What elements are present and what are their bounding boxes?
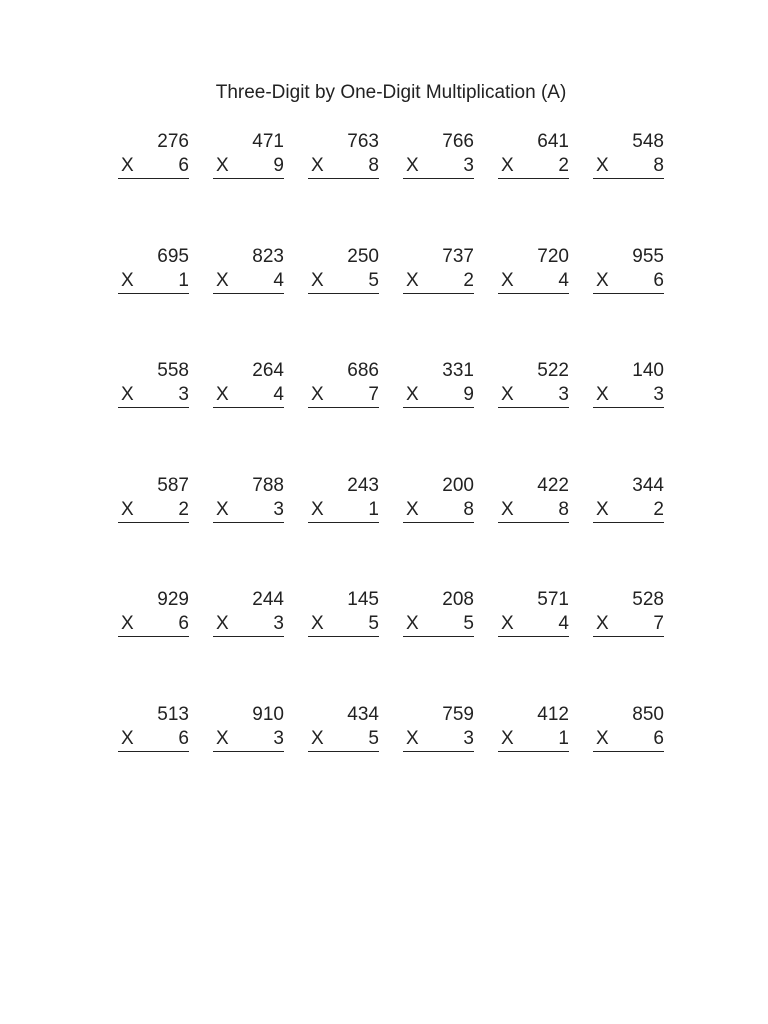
multiply-operator: X bbox=[121, 384, 134, 406]
multiply-operator: X bbox=[406, 498, 419, 520]
multiply-operator: X bbox=[121, 155, 134, 176]
multiplication-problem bbox=[403, 474, 474, 589]
multiplication-problem bbox=[213, 588, 284, 703]
multiplier: 3 bbox=[463, 155, 474, 176]
multiplier-line bbox=[213, 498, 284, 523]
multiplicand: 788 bbox=[252, 474, 284, 496]
multiplication-problem bbox=[403, 703, 474, 818]
multiplier-line bbox=[118, 498, 189, 523]
multiplier-line bbox=[308, 383, 379, 408]
multiply-operator: X bbox=[311, 269, 324, 291]
multiply-operator: X bbox=[216, 155, 229, 176]
multiply-operator: X bbox=[501, 384, 514, 406]
multiplier: 5 bbox=[368, 727, 379, 749]
multiplier-line bbox=[593, 612, 664, 637]
multiplication-problem bbox=[308, 703, 379, 818]
multiplier: 7 bbox=[368, 384, 379, 406]
multiplier: 5 bbox=[463, 613, 474, 635]
multiplier: 3 bbox=[653, 384, 664, 406]
multiplier-line bbox=[403, 383, 474, 408]
multiplier-line bbox=[498, 612, 569, 637]
multiplicand: 264 bbox=[252, 360, 284, 382]
multiplier: 1 bbox=[368, 498, 379, 520]
multiplier-line bbox=[118, 154, 189, 179]
multiplier: 7 bbox=[653, 613, 664, 635]
multiplier-line bbox=[308, 154, 379, 179]
multiply-operator: X bbox=[501, 727, 514, 749]
multiply-operator: X bbox=[121, 727, 134, 749]
multiplication-problem bbox=[593, 359, 664, 474]
multiplier: 3 bbox=[558, 384, 569, 406]
multiplicand: 250 bbox=[347, 245, 379, 267]
multiplier-line bbox=[213, 383, 284, 408]
multiplier-line bbox=[593, 498, 664, 523]
multiplier-line bbox=[498, 154, 569, 179]
multiplier-line bbox=[213, 269, 284, 294]
multiplication-problem bbox=[498, 588, 569, 703]
multiplicand: 140 bbox=[632, 360, 664, 382]
multiplicand: 528 bbox=[632, 589, 664, 611]
multiplier: 4 bbox=[558, 613, 569, 635]
multiplication-problem bbox=[118, 359, 189, 474]
multiplicand: 331 bbox=[442, 360, 474, 382]
multiply-operator: X bbox=[216, 269, 229, 291]
multiplier-line bbox=[403, 269, 474, 294]
multiplier: 6 bbox=[653, 727, 664, 749]
multiplicand: 737 bbox=[442, 245, 474, 267]
multiplicand: 243 bbox=[347, 474, 379, 496]
multiplier-line bbox=[498, 383, 569, 408]
multiplier-line bbox=[593, 383, 664, 408]
multiplicand: 434 bbox=[347, 703, 379, 725]
problem-row bbox=[118, 703, 664, 818]
multiplicand: 759 bbox=[442, 703, 474, 725]
multiplicand: 695 bbox=[157, 245, 189, 267]
multiply-operator: X bbox=[121, 498, 134, 520]
multiplier: 6 bbox=[178, 727, 189, 749]
multiply-operator: X bbox=[311, 498, 324, 520]
multiplication-problem bbox=[213, 130, 284, 245]
multiplicand: 513 bbox=[157, 703, 189, 725]
multiplicand: 929 bbox=[157, 589, 189, 611]
multiplier-line bbox=[118, 269, 189, 294]
multiplicand: 522 bbox=[537, 360, 569, 382]
multiplier: 3 bbox=[463, 727, 474, 749]
multiplier-line bbox=[118, 727, 189, 752]
multiplier-line bbox=[308, 269, 379, 294]
multiplicand: 412 bbox=[537, 703, 569, 725]
multiplier-line bbox=[593, 727, 664, 752]
multiplicand: 910 bbox=[252, 703, 284, 725]
multiplicand: 422 bbox=[537, 474, 569, 496]
multiplier: 9 bbox=[463, 384, 474, 406]
multiplicand: 276 bbox=[157, 131, 189, 152]
multiply-operator: X bbox=[216, 613, 229, 635]
multiplication-problem bbox=[593, 703, 664, 818]
multiply-operator: X bbox=[406, 727, 419, 749]
multiplier-line bbox=[593, 269, 664, 294]
multiply-operator: X bbox=[596, 384, 609, 406]
multiply-operator: X bbox=[311, 613, 324, 635]
multiplication-problem bbox=[118, 588, 189, 703]
multiplication-problem bbox=[118, 130, 189, 245]
multiplication-problem bbox=[403, 130, 474, 245]
multiply-operator: X bbox=[216, 384, 229, 406]
multiplicand: 200 bbox=[442, 474, 474, 496]
multiplicand: 641 bbox=[537, 131, 569, 152]
multiplication-problem bbox=[118, 245, 189, 360]
multiplier-line bbox=[213, 154, 284, 179]
multiplication-problem bbox=[213, 474, 284, 589]
multiplicand: 763 bbox=[347, 131, 379, 152]
multiplicand: 850 bbox=[632, 703, 664, 725]
problem-row bbox=[118, 130, 664, 245]
multiplier: 9 bbox=[273, 155, 284, 176]
multiplicand: 244 bbox=[252, 589, 284, 611]
multiplication-problem bbox=[593, 130, 664, 245]
multiplier-line bbox=[593, 154, 664, 179]
multiplication-problem bbox=[308, 588, 379, 703]
multiplication-problem bbox=[498, 130, 569, 245]
multiply-operator: X bbox=[406, 384, 419, 406]
multiply-operator: X bbox=[311, 727, 324, 749]
multiplier: 6 bbox=[178, 613, 189, 635]
multiplier-line bbox=[403, 154, 474, 179]
multiplier: 5 bbox=[368, 269, 379, 291]
multiplication-problem bbox=[403, 359, 474, 474]
multiplicand: 587 bbox=[157, 474, 189, 496]
multiplicand: 571 bbox=[537, 589, 569, 611]
multiplication-problem bbox=[213, 359, 284, 474]
multiplier-line bbox=[308, 498, 379, 523]
multiplier-line bbox=[498, 727, 569, 752]
multiplicand: 344 bbox=[632, 474, 664, 496]
multiplicand: 955 bbox=[632, 245, 664, 267]
multiplication-problem bbox=[213, 703, 284, 818]
multiplication-problem bbox=[498, 703, 569, 818]
multiplier: 3 bbox=[273, 498, 284, 520]
multiplication-problem bbox=[118, 474, 189, 589]
problem-row bbox=[118, 588, 664, 703]
multiplier-line bbox=[118, 383, 189, 408]
multiplication-problem bbox=[308, 474, 379, 589]
multiplier: 2 bbox=[178, 498, 189, 520]
multiply-operator: X bbox=[596, 155, 609, 176]
multiplier-line bbox=[498, 269, 569, 294]
multiplier-line bbox=[118, 612, 189, 637]
multiply-operator: X bbox=[501, 613, 514, 635]
multiply-operator: X bbox=[501, 498, 514, 520]
multiply-operator: X bbox=[121, 269, 134, 291]
multiplier-line bbox=[213, 612, 284, 637]
multiplier: 4 bbox=[558, 269, 569, 291]
multiplier: 3 bbox=[273, 727, 284, 749]
multiplier-line bbox=[403, 498, 474, 523]
multiplicand: 558 bbox=[157, 360, 189, 382]
multiplication-problem bbox=[308, 359, 379, 474]
multiplier: 6 bbox=[653, 269, 664, 291]
multiply-operator: X bbox=[596, 269, 609, 291]
multiplier: 1 bbox=[558, 727, 569, 749]
multiply-operator: X bbox=[596, 613, 609, 635]
multiplier-line bbox=[403, 727, 474, 752]
multiplicand: 145 bbox=[347, 589, 379, 611]
multiplier: 1 bbox=[178, 269, 189, 291]
multiplicand: 823 bbox=[252, 245, 284, 267]
multiplication-problem bbox=[498, 245, 569, 360]
multiply-operator: X bbox=[501, 155, 514, 176]
multiplication-problem bbox=[118, 703, 189, 818]
multiply-operator: X bbox=[406, 155, 419, 176]
multiplication-problem bbox=[593, 245, 664, 360]
problem-row bbox=[118, 359, 664, 474]
multiplier: 2 bbox=[653, 498, 664, 520]
multiplication-problem bbox=[498, 359, 569, 474]
multiplication-problem bbox=[308, 130, 379, 245]
problem-row bbox=[118, 245, 664, 360]
multiply-operator: X bbox=[121, 613, 134, 635]
multiplier: 6 bbox=[178, 155, 189, 176]
multiplicand: 208 bbox=[442, 589, 474, 611]
multiplier: 2 bbox=[558, 155, 569, 176]
worksheet-title: Three-Digit by One-Digit Multiplication (A) bbox=[215, 82, 567, 103]
multiplier-line bbox=[498, 498, 569, 523]
multiplication-problem bbox=[403, 245, 474, 360]
multiply-operator: X bbox=[596, 498, 609, 520]
multiplicand: 548 bbox=[632, 131, 664, 152]
multiplier-line bbox=[213, 727, 284, 752]
multiplier: 8 bbox=[368, 155, 379, 176]
multiply-operator: X bbox=[311, 155, 324, 176]
multiplier-line bbox=[308, 727, 379, 752]
multiplication-problem bbox=[403, 588, 474, 703]
multiplier-line bbox=[403, 612, 474, 637]
multiplier: 8 bbox=[558, 498, 569, 520]
multiplier: 4 bbox=[273, 269, 284, 291]
multiplier: 4 bbox=[273, 384, 284, 406]
multiplicand: 686 bbox=[347, 360, 379, 382]
multiply-operator: X bbox=[596, 727, 609, 749]
multiplication-problem bbox=[498, 474, 569, 589]
multiplier: 2 bbox=[463, 269, 474, 291]
multiplicand: 720 bbox=[537, 245, 569, 267]
multiplier: 3 bbox=[178, 384, 189, 406]
multiplier: 3 bbox=[273, 613, 284, 635]
multiplicand: 471 bbox=[252, 131, 284, 152]
multiplication-problem bbox=[213, 245, 284, 360]
problem-row bbox=[118, 474, 664, 589]
multiplier: 8 bbox=[463, 498, 474, 520]
multiply-operator: X bbox=[406, 269, 419, 291]
multiply-operator: X bbox=[406, 613, 419, 635]
multiplier-line bbox=[308, 612, 379, 637]
multiply-operator: X bbox=[216, 498, 229, 520]
multiplier: 5 bbox=[368, 613, 379, 635]
problem-grid bbox=[118, 130, 664, 818]
multiply-operator: X bbox=[501, 269, 514, 291]
multiplier: 8 bbox=[653, 155, 664, 176]
multiplication-problem bbox=[308, 245, 379, 360]
multiplication-problem bbox=[593, 588, 664, 703]
multiplicand: 766 bbox=[442, 131, 474, 152]
multiply-operator: X bbox=[216, 727, 229, 749]
multiplication-problem bbox=[593, 474, 664, 589]
multiply-operator: X bbox=[311, 384, 324, 406]
